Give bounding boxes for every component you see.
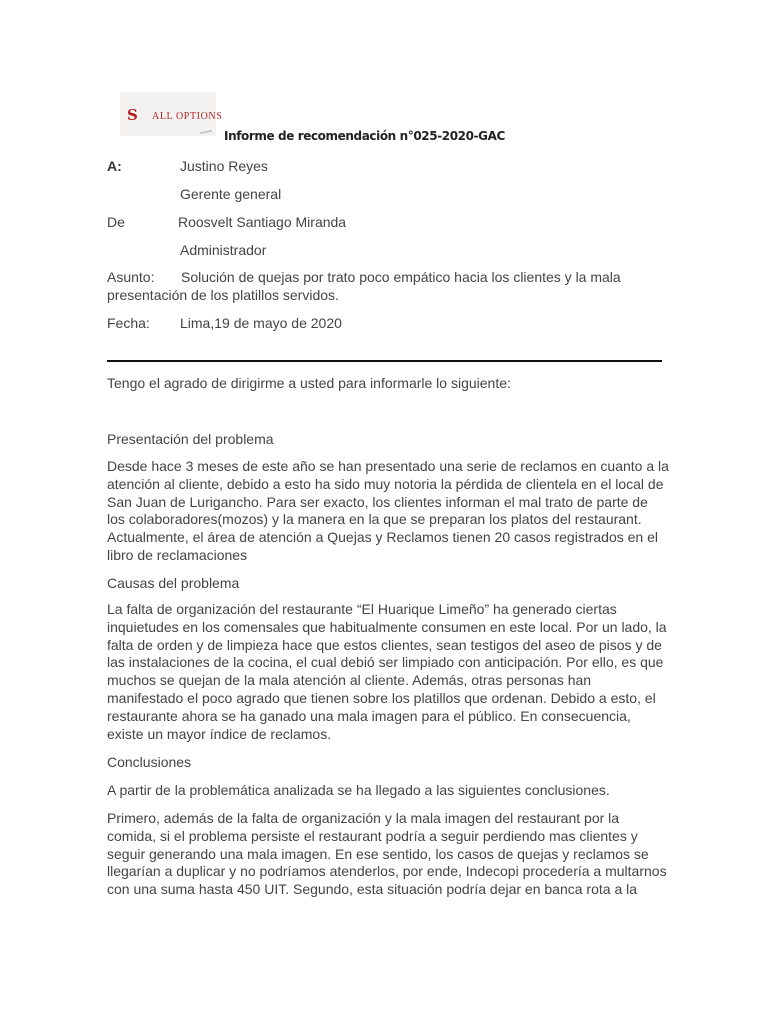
paragraph-line: existe un mayor índice de reclamos. bbox=[107, 725, 332, 742]
section-heading-problem: Presentación del problema bbox=[107, 431, 274, 447]
from-name: Roosvelt Santiago Miranda bbox=[178, 214, 347, 230]
to-label: A: bbox=[107, 158, 122, 174]
paragraph-line: Desde hace 3 meses de este año se han presentado una serie de reclamos en cuanto a la bbox=[107, 458, 669, 474]
paragraph-line: falta de orden y de limpieza hace que estos clientes, sean testigos del aseo de pisos y de bbox=[107, 636, 662, 653]
paragraph-line: manifestado el poco agrado que tienen sobre los platillos que ordenan. Debido a esto, el bbox=[107, 689, 656, 706]
logo-text: ALL OPTIONS bbox=[152, 111, 223, 122]
header-divider bbox=[107, 360, 662, 362]
conclusions-intro: A partir de la problemática analizada se ha llegado a las siguientes conclusiones. bbox=[107, 782, 610, 798]
subject-line-2: presentación de los platillos servidos. bbox=[107, 287, 339, 303]
logo-swoosh-icon bbox=[200, 130, 212, 134]
paragraph-line: los colaboradores(mozos) y la manera en la que se preparan los platos del restaurant. bbox=[107, 511, 642, 528]
paragraph-line: Actualmente, el área de atención a Quejas y Reclamos tienen 20 casos registrados en el bbox=[107, 529, 658, 546]
paragraph-line: restaurante ahora se ha ganado una mala imagen para el público. En consecuencia, bbox=[107, 707, 631, 724]
from-role: Administrador bbox=[180, 242, 267, 258]
date-label: Fecha: bbox=[107, 315, 150, 331]
to-name: Justino Reyes bbox=[180, 158, 268, 174]
intro-text: Tengo el agrado de dirigirme a usted para informarle lo siguiente: bbox=[107, 375, 511, 391]
paragraph-line: atención al cliente, debido a esto ha sido muy notoria la pérdida de clientela en el local de bbox=[107, 475, 664, 492]
paragraph-line: llegarían a duplicar y no podríamos atenderlos, por ende, Indecopi procedería a multarnos bbox=[107, 863, 667, 880]
report-title: Informe de recomendación n°025-2020-GAC bbox=[224, 129, 505, 143]
section-heading-conclusions: Conclusiones bbox=[107, 754, 192, 770]
paragraph-line: Primero, además de la falta de organización y la mala imagen del restaurant por la bbox=[107, 810, 620, 826]
paragraph-line: muchos se quejan de la mala atención al cliente. Además, otras personas han bbox=[107, 672, 592, 689]
paragraph-line: libro de reclamaciones bbox=[107, 546, 248, 563]
company-logo bbox=[120, 92, 223, 136]
paragraph-line: inquietudes en los comensales que habitualmente consumen en este local. Por un lado, la bbox=[107, 618, 667, 635]
paragraph-line: seguir generando una mala imagen. En ese sentido, los casos de quejas y reclamos se bbox=[107, 845, 649, 862]
paragraph-line: San Juan de Lurigancho. Para ser exacto, los clientes informan el mal trato de parte de bbox=[107, 493, 648, 510]
subject-line-1: Solución de quejas por trato poco empático hacia los clientes y la mala bbox=[181, 269, 621, 285]
to-role: Gerente general bbox=[180, 186, 282, 202]
logo-mark-icon: S bbox=[127, 106, 135, 124]
paragraph-line: La falta de organización del restaurante “El Huarique Limeño” ha generado ciertas bbox=[107, 601, 617, 617]
conclusions-paragraph bbox=[107, 810, 667, 899]
causes-paragraph bbox=[107, 601, 667, 743]
problem-paragraph bbox=[107, 458, 669, 565]
paragraph-line: con una suma hasta 450 UIT. Segundo, esta situación podría dejar en banca rota a la bbox=[107, 881, 638, 898]
date-value: Lima,19 de mayo de 2020 bbox=[180, 315, 342, 331]
section-heading-causes: Causas del problema bbox=[107, 575, 240, 591]
paragraph-line: comida, si el problema persiste el restaurant podría a seguir perdiendo mas clientes y bbox=[107, 827, 638, 844]
from-label: De bbox=[107, 214, 125, 230]
subject-label: Asunto: bbox=[107, 269, 155, 285]
paragraph-line: las instalaciones de la cocina, el cual debió ser limpiado con anticipación. Por ello, es que bbox=[107, 654, 664, 671]
